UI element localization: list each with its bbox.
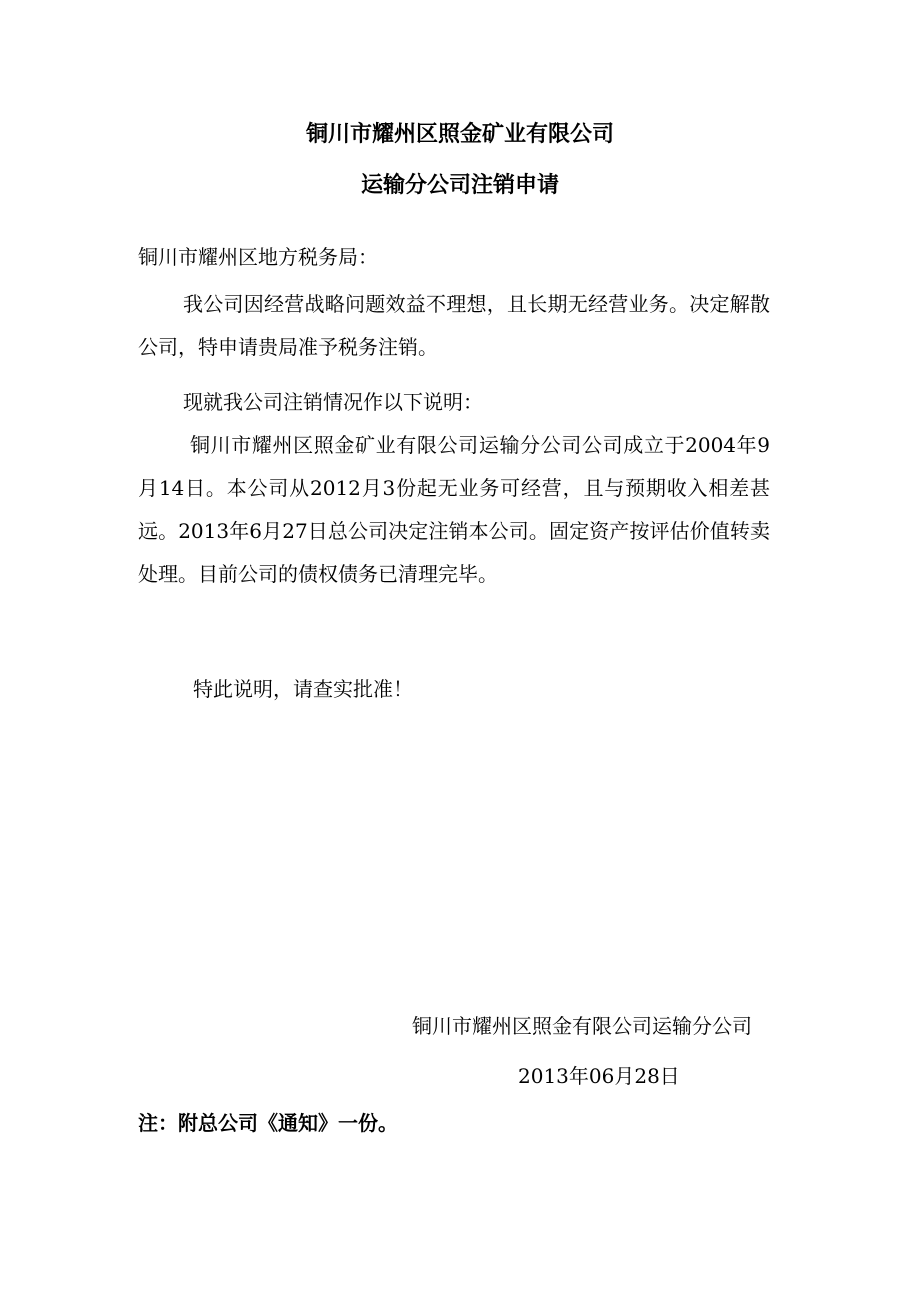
document-title-line1: 铜川市耀州区照金矿业有限公司 bbox=[305, 122, 614, 147]
body-paragraph-intro: 现就我公司注销情况作以下说明： bbox=[183, 390, 483, 414]
salutation: 铜川市耀州区地方税务局： bbox=[138, 245, 378, 269]
body-paragraph-reason: 我公司因经营战略问题效益不理想，且长期无经营业务。决定解散公司，特申请贵局准予税务注销。 bbox=[138, 292, 770, 359]
document-title-line2: 运输分公司注销申请 bbox=[360, 173, 559, 198]
signature-date: 2013年06月28日 bbox=[518, 1064, 680, 1088]
body-paragraph-details: 铜川市耀州区照金矿业有限公司运输分公司公司成立于2004年9月14日。本公司从2012月3份起无业务可经营，且与预期收入相差甚远。2013年6月27日总公司决定注销本公司。固定资产按评估价值转卖处理。目前公司的债权债务已清理完毕。 bbox=[138, 433, 770, 586]
closing-remark: 特此说明，请查实批准！ bbox=[193, 677, 413, 701]
signature-company: 铜川市耀州区照金有限公司运输分公司 bbox=[412, 1014, 752, 1038]
attachment-note: 注：附总公司《通知》一份。 bbox=[138, 1111, 398, 1135]
